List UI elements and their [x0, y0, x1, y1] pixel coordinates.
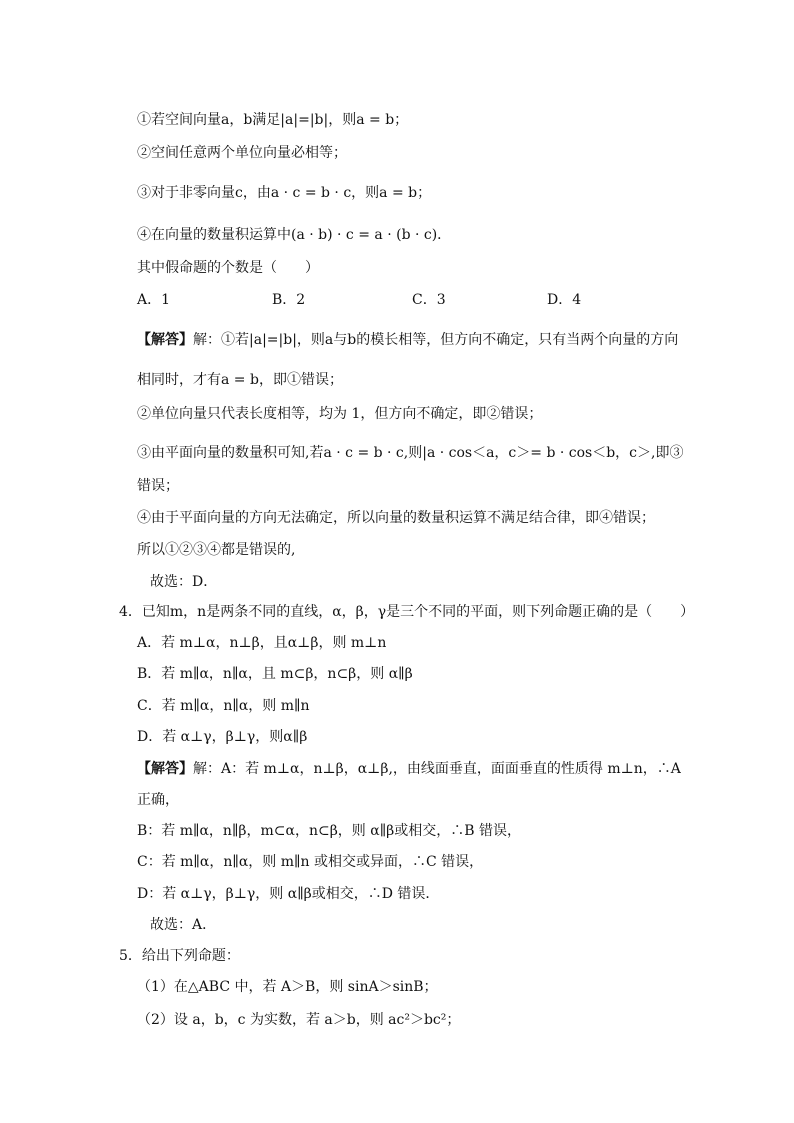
q4-answer-line-3: B：若 m∥α，n∥β，m⊂α，n⊂β，则 α∥β或相交，∴B 错误，	[137, 823, 522, 839]
q3-answer-line-1	[137, 330, 678, 350]
q4-option-a: A．若 m⊥α，n⊥β，且α⊥β，则 m⊥n	[137, 635, 387, 651]
q3-answer-line-6: ④由于平面向量的方向无法确定，所以向量的数量积运算不满足结合律，即④错误；	[137, 510, 655, 526]
q4-answer-text-1: 解：A：若 m⊥α，n⊥β，α⊥β,，由线面垂直，面面垂直的性质得 m⊥n，∴A	[193, 761, 681, 777]
q3-prop-2: ②空间任意两个单位向量必相等；	[137, 145, 347, 161]
q4-option-b: B．若 m∥α，n∥α，且 m⊂β，n⊂β，则 α∥β	[137, 666, 413, 682]
q3-prop-4: ④在向量的数量积运算中(a · b) · c = a · (b · c)．	[137, 227, 452, 243]
q3-option-b: B．2	[272, 292, 306, 308]
q3-options	[137, 290, 581, 310]
q4-option-c: C．若 m∥α，n∥α，则 m∥n	[137, 698, 310, 714]
q5-item-2: （2）设 a，b，c 为实数，若 a＞b，则 ac²＞bc²；	[137, 1012, 461, 1028]
q3-answer-line-7: 所以①②③④都是错误的,	[137, 542, 296, 558]
q3-prop-3: ③对于非零向量c，由a · c = b · c，则a = b；	[137, 185, 432, 201]
q4-answer-line-2: 正确，	[137, 792, 179, 808]
q3-answer-tag: 【解答】	[137, 332, 193, 348]
q4-answer-tag: 【解答】	[137, 761, 193, 777]
q3-answer-line-3: ②单位向量只代表长度相等，均为 1，但方向不确定，即②错误；	[137, 406, 543, 422]
q5-item-1: （1）在△ABC 中，若 A＞B，则 sinA＞sinB；	[137, 979, 438, 995]
q3-answer-line-5: 错误；	[137, 478, 179, 494]
q5-stem: 5．给出下列命题：	[119, 948, 240, 964]
q3-stem: 其中假命题的个数是（ ）	[137, 260, 319, 276]
q4-answer-line-1	[137, 759, 681, 779]
q3-option-a: A．1	[137, 292, 171, 308]
q3-prop-1: ①若空间向量a，b满足|a|=|b|，则a = b；	[137, 112, 409, 128]
q3-answer-line-2: 相同时，才有a = b，即①错误；	[137, 372, 343, 388]
q4-stem: 4．已知m，n是两条不同的直线，α，β，γ是三个不同的平面，则下列命题正确的是（ ）	[119, 604, 695, 620]
q3-option-c: C．3	[412, 292, 446, 308]
q3-answer-line-8: 故选：D．	[150, 574, 218, 590]
q4-answer-line-4: C：若 m∥α，n∥α，则 m∥n 或相交或异面，∴C 错误，	[137, 854, 484, 870]
q3-option-d: D．4	[547, 292, 582, 308]
q4-option-d: D．若 α⊥γ，β⊥γ，则α∥β	[137, 729, 308, 745]
q3-answer-line-4: ③由平面向量的数量积可知,若a · c = b · c,则|a · cos＜a，c＞= b · cos＜b，c＞,即③	[137, 445, 684, 461]
q4-answer-line-5: D：若 α⊥γ，β⊥γ，则 α∥β或相交，∴D 错误．	[137, 886, 440, 902]
q3-answer-text-1: 解：①若|a|=|b|，则a与b的模长相等，但方向不确定，只有当两个向量的方向	[193, 332, 679, 348]
q4-answer-line-6: 故选：A．	[150, 917, 217, 933]
